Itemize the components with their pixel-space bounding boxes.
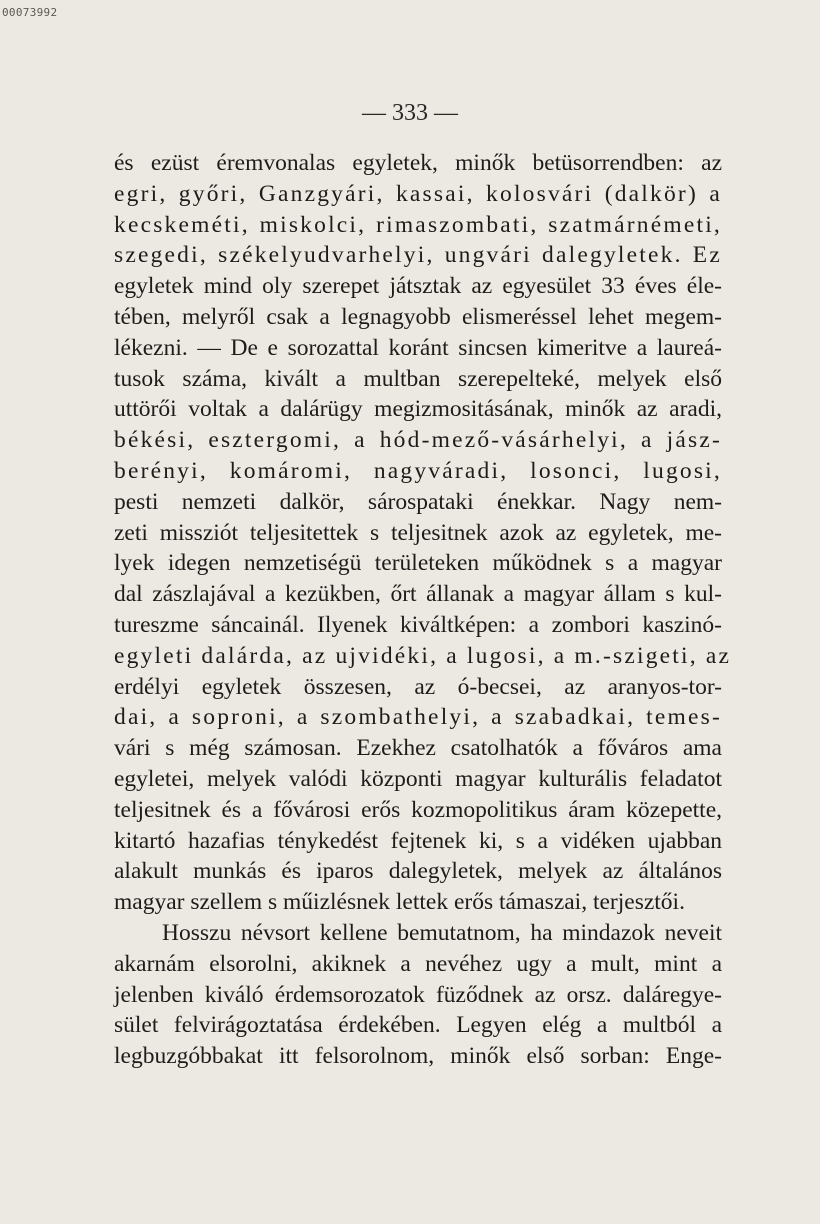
page-number: — 333 — — [362, 100, 458, 126]
text-line: jelenben kiváló érdemsorozatok füződnek az orsz. daláregye- — [114, 981, 722, 1008]
text-line: lyek idegen nemzetiségü területeken működnek s a magyar — [114, 550, 722, 577]
text-line: tében, melyről csak a legnagyobb elismeréssel lehet megem- — [114, 303, 722, 330]
text-line: zeti missziót teljesitettek s teljesitnek azok az egyletek, me- — [114, 519, 722, 546]
text-line: erdélyi egyletek összesen, az ó-becsei, az aranyos-tor- — [114, 673, 722, 700]
text-line: legbuzgóbbakat itt felsorolnom, minők első sorban: Enge- — [114, 1043, 722, 1070]
text-line: akarnám elsorolni, akiknek a nevéhez ugy a mult, mint a — [114, 950, 722, 977]
text-line: berényi, komáromi, nagyváradi, losonci, lugosi, — [114, 457, 722, 484]
text-line: vári s még számosan. Ezekhez csatolhatók a főváros ama — [114, 735, 722, 762]
body-text — [114, 148, 732, 1072]
text-line: kecskeméti, miskolci, rimaszombati, szatmárnémeti, — [114, 211, 722, 238]
text-line: egyletei, melyek valódi központi magyar kulturális feladatot — [114, 765, 722, 792]
text-line: magyar szellem s műizlésnek lettek erős támaszai, terjesztői. — [114, 889, 685, 916]
text-line: tureszme sáncainál. Ilyenek kiváltképen: a zombori kaszinó- — [114, 611, 722, 638]
text-line: és ezüst éremvonalas egyletek, minők betüsorrendben: az — [114, 150, 722, 176]
text-line: alakult munkás és iparos dalegyletek, melyek az általános — [114, 858, 722, 885]
text-line: kitartó hazafias ténykedést fejtenek ki, s a vidéken ujabban — [114, 827, 722, 854]
text-line: egyleti dalárda, az ujvidéki, a lugosi, a m.-szigeti, az — [114, 642, 732, 669]
text-line: szegedi, székelyudvarhelyi, ungvári dalegyletek. Ez — [114, 242, 722, 269]
text-line: teljesitnek és a fővárosi erős kozmopolitikus áram közepette, — [114, 796, 722, 823]
text-line: békési, esztergomi, a hód-mező-vásárhelyi, a jász- — [114, 427, 722, 454]
text-line: pesti nemzeti dalkör, sárospataki énekkar. Nagy nem- — [114, 488, 722, 515]
text-line: sület felvirágoztatása érdekében. Legyen elég a multból a — [114, 1012, 722, 1039]
text-line: egri, győri, Ganzgyári, kassai, kolosvári (dalkör) a — [114, 180, 722, 207]
text-line: dai, a soproni, a szombathelyi, a szabadkai, temes- — [114, 704, 722, 731]
text-line: tusok száma, kivált a multban szerepelteké, melyek első — [114, 365, 722, 392]
text-line: egyletek mind oly szerepet játsztak az egyesület 33 éves éle- — [114, 273, 722, 300]
text-line: dal zászlajával a kezükben, őrt állanak a magyar állam s kul- — [114, 581, 722, 608]
text-line: lékezni. — De e sorozattal koránt sincsen kimeritve a laureá- — [114, 334, 722, 361]
text-line: uttörői voltak a dalárügy megizmositásának, minők az aradi, — [114, 396, 722, 423]
scan-id-label: 00073992 — [2, 6, 58, 19]
text-line: Hosszu névsort kellene bemutatnom, ha mindazok neveit — [162, 919, 722, 946]
